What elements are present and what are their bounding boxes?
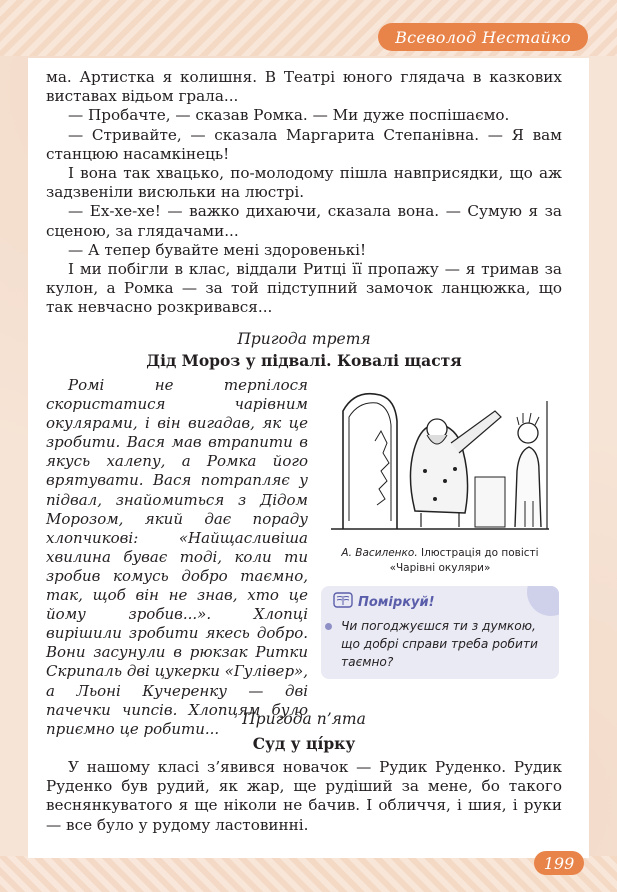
page-number-label: 199 [543, 853, 575, 873]
book-icon [333, 592, 353, 612]
illustration-drawing [325, 381, 555, 531]
think-box-question-wrap [329, 617, 551, 671]
paragraph: — Пробачте, — сказав Ромка. — Ми дуже поспішаємо. [68, 106, 510, 125]
section3-summary [46, 376, 308, 739]
paragraph: — А тепер бувайте мені здоровенькі! [68, 240, 367, 259]
paragraph: — Стривайте, — сказала Маргарита Степанівна. — Я вам станцюю насамкінець! [46, 125, 562, 163]
illustration-caption [325, 546, 555, 576]
section5-title: Суд у ці́рку [252, 734, 356, 753]
summary-paragraph: Ромі не терпілося скористатися чарівним окулярами, і він вигадав, як це зробити. Вася мав втрапити в якусь халепу, а Ромка його врятувати. Вася потрапляє у підвал, знайомиться з Дідом Морозом, який дає пораду хлопчикові: «Найщасливіша хвилина буває тоді, коли ти зробив комусь добро таємно, так, щоб він не знав, хто це йому зробив...». Хлопці вирішили зробити якесь добро. Вони засунули в рюкзак Ритки Скрипаль дві цукерки «Гулівер», а Льоні Кучеренку — дві пачечки чипсів. Хлопцям було приємно це робити... [46, 376, 308, 738]
body-top-text [46, 68, 562, 318]
think-box-question: Чи погоджуєшся ти з думкою, що добрі справи треба робити таємно? [341, 619, 538, 669]
illustration-ded-moroz [325, 381, 555, 531]
page-number [534, 851, 584, 875]
think-box-title: Поміркуй! [358, 594, 435, 610]
paragraph: І ми побігли в клас, віддали Ритці її пропажу — я тримав за кулон, а Ромка — за той підступний замочок ланцюжка, що так невчасно розкривався... [46, 260, 562, 317]
paragraph: У нашому класі з’явився новачок — Рудик Руденко. Рудик Руденко був рудий, як жар, ще рудіший за мене, бо такого веснянкуватого я ще ніколи не бачив. І обличчя, і шия, і руки — все було у рудому ластовинні. [46, 758, 562, 834]
think-box-corner [527, 586, 559, 616]
author-name: Всеволод Нестайко [395, 27, 571, 47]
section5-subtitle: Пригода п’ята [242, 710, 366, 728]
section5-text [46, 758, 562, 835]
section3-subtitle: Пригода третя [237, 330, 371, 348]
think-box-header [333, 592, 435, 612]
section3-title: Дід Мороз у підвалі. Ковалі щастя [146, 351, 462, 370]
caption-author: А. Василенко. [341, 547, 418, 559]
paragraph: І вона так хвацько, по-молодому пішла навприсядки, що аж задзвеніли висюльки на люстрі. [46, 164, 562, 202]
bottom-ornament [0, 853, 617, 892]
bullet-icon [325, 623, 332, 630]
think-box [321, 586, 559, 679]
paragraph: ма. Артистка я колишня. В Театрі юного глядача в казкових виставах відьом грала... [46, 68, 562, 106]
caption-title: «Чарівні окуляри» [389, 562, 491, 574]
paragraph: — Ех-хе-хе! — важко дихаючи, сказала вона. — Сумую я за сценою, за глядачами... [46, 202, 562, 240]
author-name-tab [378, 23, 588, 51]
caption-text: Ілюстрація до повісті [421, 547, 539, 559]
